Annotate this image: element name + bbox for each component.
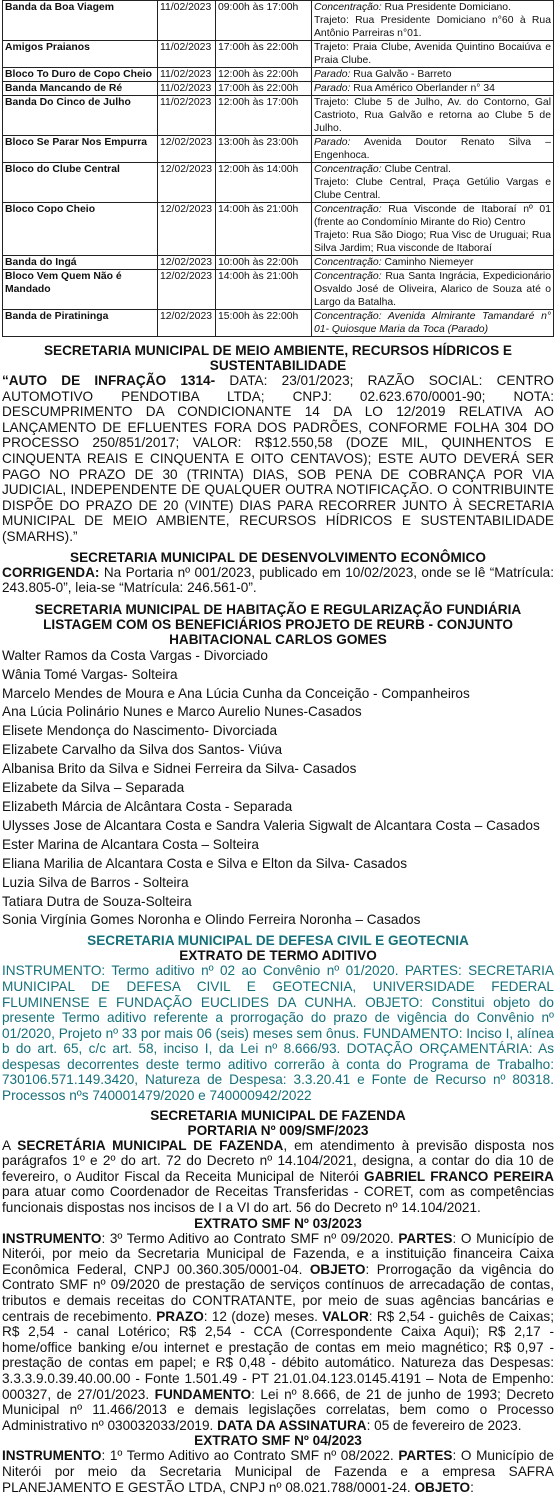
location-line — [314, 176, 551, 202]
bloco-name-cell: Bloco To Duro de Copo Cheio — [3, 68, 158, 82]
portaria-text — [2, 1138, 554, 1216]
list-item: Eliana Marilia de Alcantara Costa e Silva e Elton da Silva- Casados — [2, 855, 408, 871]
location-cell — [312, 163, 554, 203]
table-row — [3, 82, 554, 96]
location-line — [314, 136, 551, 162]
text-run-bold: GABRIEL FRANCO PEREIRA — [364, 1168, 554, 1184]
bloco-name-cell: Banda Mancando de Ré — [3, 82, 158, 96]
location-cell — [312, 256, 554, 270]
bloco-name-cell: Banda de Piratininga — [3, 310, 158, 337]
date-cell: 12/02/2023 — [158, 270, 216, 310]
location-cell — [312, 41, 554, 68]
text-run-bold: PARTES — [398, 1448, 453, 1464]
location-line — [314, 163, 551, 176]
location-text: Trajeto: Clube Central, Praça Getúlio Vargas e Clube Central. — [314, 177, 551, 201]
bloco-name-cell: Bloco Vem Quem Não é Mandado — [3, 270, 158, 310]
section-heading: SECRETARIA MUNICIPAL DE DEFESA CIVIL E GEOTECNIA — [87, 933, 469, 949]
meio-ambiente-section — [0, 343, 556, 545]
corrigenda-text: Na Portaria nº 001/2023, publicado em 10/02/2023, onde se lê “Matrícula: 243.805-0”, leia-se “Matrícula: 246.561-0”. — [2, 564, 554, 596]
table-row — [3, 1, 554, 41]
text-run-bold: INSTRUMENTO — [2, 1230, 102, 1246]
date-cell: 11/02/2023 — [158, 41, 216, 68]
date-cell: 12/02/2023 — [158, 136, 216, 163]
text-run: : O Município de Niterói por meio da Secretaria Municipal de Fazenda e a empresa SAFRA PLANEJAMENTO E GESTÃO LTDA, CNPJ nº 08.021.788/0001-24. — [2, 1448, 554, 1495]
table-row — [3, 310, 554, 337]
text-run: : R$ 2,54 - guichês de Caixas; R$ 2,54 - canal Lotérico; R$ 2,54 - CCA (Correspondente Caixa Aqui); R$ 2,17 - home/office banking e/ou internet e prestação de contas em meio magnético; R$ 0,97 - prestação de contas em papel; e R$ 0,48 - débito automático. Natureza das Despesas: 3.3.3.9.0.39.40.00.00 - Fonte 1.501.49 - PT 21.01.04.123.0145.4191 – Nota de Empenho: 000327, de 27/01/2023. — [2, 1308, 554, 1402]
location-label: Concentração: — [314, 2, 382, 13]
location-text: Clube Central. — [381, 164, 451, 175]
date-cell: 12/02/2023 — [158, 203, 216, 256]
location-label: Concentração: — [314, 204, 382, 215]
list-item: Sonia Virgínia Gomes Noronha e Olindo Ferreira Noronha – Casados — [2, 912, 421, 928]
location-text: Trajeto: Rua Presidente Domiciano n°60 à Rua Antônio Parreiras n°01. — [314, 15, 551, 39]
location-line — [314, 41, 551, 67]
text-run-bold: OBJETO — [414, 1479, 471, 1495]
list-item: Elizabeth Márcia de Alcântara Costa - Separada — [2, 798, 293, 814]
location-cell — [312, 1, 554, 41]
location-line — [314, 203, 551, 229]
location-label: Parado: — [314, 69, 351, 80]
location-line — [314, 310, 551, 336]
table-row — [3, 203, 554, 256]
location-text: Rua Galvão - Barreto — [350, 69, 452, 80]
time-cell: 17:00h às 22:00h — [216, 82, 312, 96]
text-run: : Prorrogação da vigência do Contrato SMF nº 09/2020 de prestação de serviços contínuos de arrecadação de contas, tributos e demais receitas do CONTRATANTE, por meio de suas agências bancárias e centrais de recebimento. — [2, 1261, 554, 1324]
text-run-bold: OBJETO — [309, 1261, 366, 1277]
table-row — [3, 68, 554, 82]
location-label: Concentração: — [314, 164, 382, 175]
section-heading: SECRETARIA MUNICIPAL DE DESENVOLVIMENTO ECONÔMICO — [70, 549, 486, 565]
defesa-civil-section — [0, 933, 556, 1103]
section-subheading: LISTAGEM COM OS BENEFICIÁRIOS PROJETO DE REURB - CONJUNTO HABITACIONAL CARLOS GOMES — [43, 616, 513, 647]
extrato-03-heading: EXTRATO SMF Nº 03/2023 — [194, 1215, 362, 1231]
extrato-04-heading: EXTRATO SMF Nº 04/2023 — [194, 1433, 362, 1449]
auto-infracao-text: DATA: 23/01/2023; RAZÃO SOCIAL: CENTRO AUTOMOTIVO PENDOTIBA LTDA; CNPJ: 02.623.670/0001-90; NOTA: DESCUMPRIMENTO DA CONDICIONANTE 14 DA LO 12/2019 RELATIVA AO LANÇAMENTO DE EFLUENTES FORA DOS PADRÕES, CONFORME FOLHA 304 DO PROCESSO 250/851/2017; VALOR: R$12.550,58 (DOZE MIL, QUINHENTOS E CINQUENTA REAIS E CINQUENTA E OITO CENTAVOS); ESTE AUTO DEVERÁ SER PAGO NO PRAZO DE 30 (TRINTA) DIAS, SOB PENA DE COBRANÇA POR VIA JUDICIAL, INDEPENDENTE DE QUALQUER OUTRA NOTIFICAÇÃO. O CONTRIBUINTE DISPÕE DO PRAZO DE 20 (VINTE) DIAS PARA RECORRER JUNTO À SECRETARIA MUNICIPAL DE MEIO AMBIENTE, RECURSOS HÍDRICOS E SUSTENTABILIDADE (SMARHS).” — [2, 373, 554, 544]
bloco-name-cell: Bloco Copo Cheio — [3, 203, 158, 256]
desenvolvimento-section — [0, 550, 556, 596]
bloco-name-cell: Amigos Praianos — [3, 41, 158, 68]
time-cell: 09:00h às 17:00h — [216, 1, 312, 41]
text-run-bold: PRAZO — [156, 1308, 204, 1324]
bloco-name-cell: Bloco do Clube Central — [3, 163, 158, 203]
time-cell: 10:00h às 22:00h — [216, 256, 312, 270]
location-text: Rua Presidente Domiciano. — [381, 2, 511, 13]
date-cell: 12/02/2023 — [158, 310, 216, 337]
location-cell — [312, 96, 554, 136]
location-cell — [312, 136, 554, 163]
section-subheading: PORTARIA Nº 009/SMF/2023 — [187, 1122, 369, 1138]
text-run: : 1º Termo Aditivo ao Contrato SMF nº 08/2022. — [101, 1448, 399, 1464]
location-label: Concentração: Avenida Almirante Tamandaré n° 01- Quiosque Maria da Toca (Parado) — [314, 311, 551, 335]
list-item: Marcelo Mendes de Moura e Ana Lúcia Cunha da Conceição - Companheiros — [2, 685, 470, 701]
date-cell: 11/02/2023 — [158, 68, 216, 82]
text-run-bold: INSTRUMENTO — [2, 1448, 102, 1464]
bloco-name-cell: Banda Do Cinco de Julho — [3, 96, 158, 136]
location-label: Parado: — [314, 83, 351, 94]
time-cell: 17:00h às 22:00h — [216, 41, 312, 68]
section-subheading: EXTRATO DE TERMO ADITIVO — [179, 948, 377, 964]
text-run-bold: SECRETÁRIA MUNICIPAL DE FAZENDA — [17, 1137, 284, 1153]
location-cell — [312, 203, 554, 256]
time-cell: 13:00h às 23:00h — [216, 136, 312, 163]
location-cell — [312, 310, 554, 337]
date-cell: 11/02/2023 — [158, 96, 216, 136]
location-label: Concentração: — [314, 271, 382, 282]
table-row — [3, 163, 554, 203]
location-text: Caminho Niemeyer — [381, 257, 474, 268]
section-heading: SECRETARIA MUNICIPAL DE FAZENDA — [150, 1107, 406, 1123]
extrato-04-text — [2, 1448, 554, 1495]
text-run: : 12 (doze) meses. — [203, 1308, 323, 1324]
section-heading: SECRETARIA MUNICIPAL DE MEIO AMBIENTE, RECURSOS HÍDRICOS E SUSTENTABILIDADE — [43, 343, 512, 373]
time-cell: 12:00h às 14:00h — [216, 163, 312, 203]
auto-infracao-label: “AUTO DE INFRAÇÃO 1314- — [2, 373, 216, 388]
time-cell: 12:00h às 22:00h — [216, 68, 312, 82]
text-run: : Lei nº 8.666, de 21 de junho de 1993; Decreto Municipal nº 11.466/2013 e demais legislações correlatas, bem como o Processo Administrativo nº 030032033/2019. — [2, 1386, 554, 1433]
list-item: Ulysses Jose de Alcantara Costa e Sandra Valeria Sigwalt de Alcantara Costa – Casados — [2, 817, 540, 833]
table-row — [3, 256, 554, 270]
location-label: Concentração: — [314, 257, 382, 268]
list-item: Ester Marina de Alcantara Costa – Solteira — [2, 836, 259, 852]
time-cell: 15:00h às 22:00h — [216, 310, 312, 337]
text-run-bold: PARTES — [398, 1230, 453, 1246]
location-text: Rua Visconde de Itaboraí nº 01 (frente ao Condomínio Mirante do Rio) Centro — [314, 204, 551, 228]
location-text: Rua Américo Oberlander n° 34 — [350, 83, 495, 94]
time-cell: 12:00h às 17:00h — [216, 96, 312, 136]
text-run: : 3º Termo Aditivo ao Contrato SMF nº 09/2020. — [101, 1230, 399, 1246]
table-row — [3, 41, 554, 68]
location-text: Trajeto: Praia Clube, Avenida Quintino Bocaiúva e Praia Clube. — [314, 42, 551, 66]
list-item: Luzia Silva de Barros - Solteira — [2, 874, 189, 890]
location-line — [314, 270, 551, 309]
date-cell: 11/02/2023 — [158, 82, 216, 96]
text-run-bold: FUNDAMENTO — [154, 1386, 252, 1402]
location-line — [314, 82, 551, 95]
bloco-name-cell: Banda da Boa Viagem — [3, 1, 158, 41]
date-cell: 12/02/2023 — [158, 256, 216, 270]
text-run: : O Município de Niterói, por meio da Secretaria Municipal de Fazenda, e a instituição financeira Caixa Econômica Federal, CNPJ 00.360.305/0001-04. — [2, 1230, 554, 1277]
corrigenda-label: CORRIGENDA: — [2, 564, 100, 580]
list-item: Tatiara Dutra de Souza-Solteira — [2, 893, 192, 909]
beneficiary-list — [2, 647, 554, 931]
section-text — [2, 373, 554, 545]
extrato-03-text — [2, 1231, 554, 1434]
text-run-bold: DATA DA ASSINATURA — [217, 1417, 367, 1433]
text-run: : — [470, 1479, 474, 1495]
list-item: Elizabete Carvalho da Silva dos Santos- Viúva — [2, 742, 283, 758]
location-cell — [312, 82, 554, 96]
location-cell — [312, 270, 554, 310]
section-heading: SECRETARIA MUNICIPAL DE HABITAÇÃO E REGULARIZAÇÃO FUNDIÁRIA — [34, 601, 522, 617]
text-run: , em atendimento à previsão disposta nos parágrafos 1º e 2º do art. 72 do Decreto nº 14.104/2021, designa, a contar do dia 10 de fevereiro, o Auditor Fiscal da Receita Municipal de Niterói — [2, 1137, 555, 1184]
time-cell: 14:00h às 21:00h — [216, 203, 312, 256]
location-text: Trajeto: Clube 5 de Julho, Av. do Contorno, Gal Castrioto, Rua Galvão e retorna ao Clube 5 de Julho. — [314, 97, 551, 134]
table-row — [3, 136, 554, 163]
location-line — [314, 14, 551, 40]
list-item: Ana Lúcia Polinário Nunes e Marco Aurelio Nunes-Casados — [2, 704, 362, 720]
fazenda-section — [0, 1108, 556, 1495]
location-line — [314, 229, 551, 255]
text-run-bold: VALOR — [322, 1308, 369, 1324]
location-cell — [312, 68, 554, 82]
text-run: A — [2, 1137, 18, 1153]
location-line — [314, 256, 551, 269]
location-line — [314, 68, 551, 81]
time-cell: 14:00h às 21:00h — [216, 270, 312, 310]
list-item: Wânia Tomé Vargas- Solteira — [2, 666, 178, 682]
list-item: Elisete Mendonça do Nascimento- Divorciada — [2, 723, 278, 739]
date-cell: 11/02/2023 — [158, 1, 216, 41]
location-line — [314, 96, 551, 135]
bloco-name-cell: Banda do Ingá — [3, 256, 158, 270]
location-line — [314, 1, 551, 14]
list-item: Elizabete da Silva – Separada — [2, 780, 185, 796]
section-text — [2, 565, 554, 596]
text-run: : 05 de fevereiro de 2023. — [366, 1417, 522, 1433]
location-text: Rua Santa Ingrácia, Expedicionário Osvaldo José de Oliveira, Alarico de Souza até o Largo da Batalha. — [314, 271, 551, 308]
location-text: Avenida Doutor Renato Silva – Engenhoca. — [314, 137, 551, 161]
list-item: Albanisa Brito da Silva e Sidnei Ferreira da Silva- Casados — [2, 761, 357, 777]
section-text: INSTRUMENTO: Termo aditivo nº 02 ao Convênio nº 01/2020. PARTES: SECRETARIA MUNICIPAL DE DEFESA CIVIL E GEOTECNIA, UNIVERSIDADE FEDERAL FLUMINENSE E FUNDAÇÃO EUCLIDES DA CUNHA. OBJETO: Constitui objeto do presente Termo aditivo referente a prorrogação do prazo de vigência do Convênio nº 01/2020, Projeto nº 33 por mais 06 (seis) meses sem ônus. FUNDAMENTO: Inciso I, alínea b do art. 65, c/c art. 58, inciso I, da Lei nº 8.666/93. DOTAÇÃO ORÇAMENTÁRIA: As despesas decorrentes deste termo aditivo correrão à conta do Programa de Trabalho: 730106.571.149.3420, Natureza de Despesa: 3.3.20.41 e Fonte de Recurso nº 80318. Processos nºs 740001479/2020 e 740000942/2022 — [2, 963, 554, 1104]
list-item: Walter Ramos da Costa Vargas - Divorciado — [2, 647, 268, 663]
habitacao-section — [0, 602, 556, 931]
date-cell: 12/02/2023 — [158, 163, 216, 203]
text-run: para atuar como Coordenador de Receitas Transferidas - CORET, com as competências funcionais dispostas nos incisos de I a VI do art. 56 do Decreto nº 14.104/2021. — [2, 1184, 554, 1216]
carnival-schedule-table — [2, 0, 554, 337]
table-row — [3, 96, 554, 136]
location-text: Trajeto: Rua São Diogo; Rua Visc de Uruguai; Rua Silva Jardim; Rua visconde de Itaboraí — [314, 230, 551, 254]
table-row — [3, 270, 554, 310]
bloco-name-cell: Bloco Se Parar Nos Empurra — [3, 136, 158, 163]
location-label: Parado: — [314, 137, 351, 148]
